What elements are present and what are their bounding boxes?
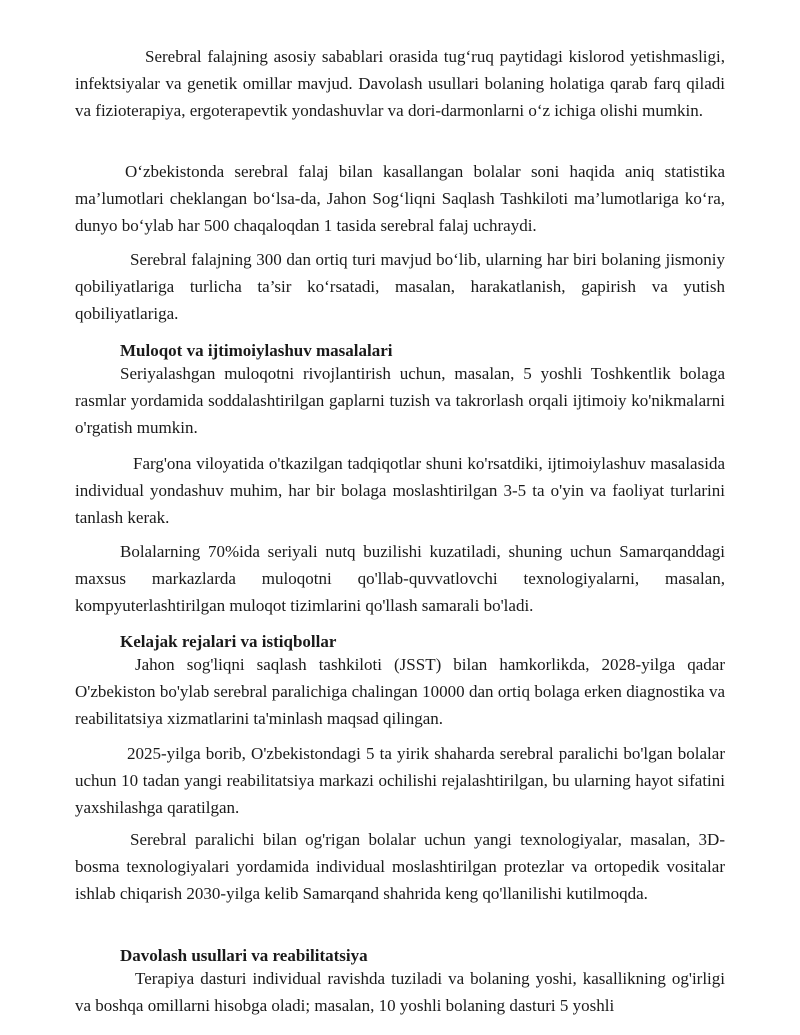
paragraph-text: Serebral paralichi bilan og'rigan bolalar uchun yangi texnologiyalar, masalan, 3D-bosma texnologiyalari yordamida individual moslashtirilgan protezlar va ortopedik vositalar ishlab chiqarish 2030-yilga kelib Samarqand shahrida keng qo'llanilishi kutilmoqda. xyxy=(75,830,725,903)
paragraph-new-technologies xyxy=(75,826,725,907)
paragraph-causes xyxy=(75,43,725,124)
section-heading-future-plans: Kelajak rejalari va istiqbollar xyxy=(120,632,337,651)
paragraph-text: Jahon sog'liqni saqlash tashkiloti (JSST) bilan hamkorlikda, 2028-yilga qadar O'zbekiston bo'ylab serebral paralichiga chalingan 10000 dan ortiq bolaga erken diagnostika va reabilitatsiya xizmatlarini ta'minlash maqsad qilingan. xyxy=(75,655,725,728)
paragraph-serial-communication xyxy=(75,360,725,441)
paragraph-who-cooperation xyxy=(75,651,725,732)
paragraph-text: Bolalarning 70%ida seriyali nutq buzilishi kuzatiladi, shuning uchun Samarqanddagi maxsus markazlarda muloqotni qo'llab-quvvatlovchi texnologiyalarni, masalan, kompyuterlashtirilgan muloqot tizimlarini qo'llash samarali bo'ladi. xyxy=(75,542,725,615)
paragraph-text: Terapiya dasturi individual ravishda tuziladi va bolaning yoshi, kasallikning og'irligi va boshqa omillarni hisobga oladi; masalan, 10 yoshli bolaning dasturi 5 yoshli xyxy=(75,969,725,1015)
paragraph-text: 2025-yilga borib, O'zbekistondagi 5 ta yirik shaharda serebral paralichi bo'lgan bolalar uchun 10 tadan yangi reabilitatsiya markazi ochilishi rejalashtirilgan, bu ularning hayot sifatini yaxshilashga qaratilgan. xyxy=(75,744,725,817)
paragraph-text: Farg'ona viloyatida o'tkazilgan tadqiqotlar shuni ko'rsatdiki, ijtimoiylashuv masalasida individual yondashuv muhim, har bir bolaga moslashtirilgan 3-5 ta o'yin va faoliyat turlarini tanlash kerak. xyxy=(75,454,725,527)
section-heading-treatment: Davolash usullari va reabilitatsiya xyxy=(120,946,368,965)
paragraph-therapy-program xyxy=(75,965,725,1019)
paragraph-fergana-research xyxy=(75,450,725,531)
paragraph-text: Serebral falajning asosiy sabablari orasida tug‘ruq paytidagi kislorod yetishmasligi, infektsiyalar va genetik omillar mavjud. Davolash usullari bolaning holatiga qarab farq qiladi va fizioterapiya, ergoterapevtik yondashuvlar va dori-darmonlarni o‘z ichiga olishi mumkin. xyxy=(75,47,725,120)
paragraph-text: O‘zbekistonda serebral falaj bilan kasallangan bolalar soni haqida aniq statistika ma’lumotlari cheklangan bo‘lsa-da, Jahon Sog‘liqni Saqlash Tashkiloti ma’lumotlariga ko‘ra, dunyo bo‘ylab har 500 chaqaloqdan 1 tasida serebral falaj uchraydi. xyxy=(75,162,725,235)
paragraph-text: Seriyalashgan muloqotni rivojlantirish uchun, masalan, 5 yoshli Toshkentlik bolaga rasmlar yordamida soddalashtirilgan gaplarni tuzish va takrorlash orqali ijtimoiy ko'nikmalarni o'rgatish mumkin. xyxy=(75,364,725,437)
paragraph-types xyxy=(75,246,725,327)
paragraph-speech-disorders xyxy=(75,538,725,619)
paragraph-statistics xyxy=(75,158,725,239)
paragraph-rehab-centers xyxy=(75,740,725,821)
section-heading-communication: Muloqot va ijtimoiylashuv masalalari xyxy=(120,341,393,360)
paragraph-text: Serebral falajning 300 dan ortiq turi mavjud bo‘lib, ularning har biri bolaning jismoniy qobiliyatlariga turlicha ta’sir ko‘rsatadi, masalan, harakatlanish, gapirish va yutish qobiliyatlariga. xyxy=(75,250,725,323)
